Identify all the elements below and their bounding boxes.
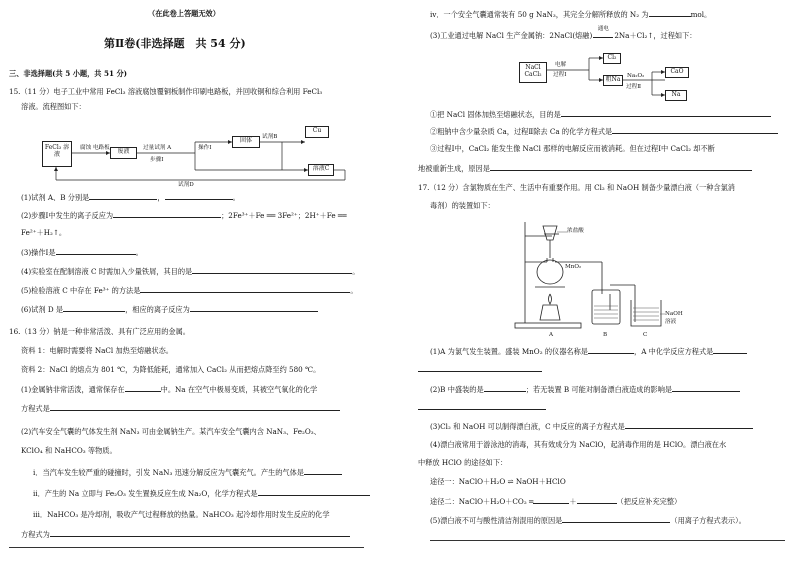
- apparatus-label-a: A: [549, 332, 554, 338]
- q16-s3: (3)工业通过电解 NaCl 生产金属钠：2NaCl(熔融) 通电 2Na＋Cl₂↑，过程如下：: [430, 26, 697, 40]
- q15-s2c: Fe²⁺＋H₂↑。: [21, 228, 67, 237]
- q17-s4a: (4)漂白液常用于游泳池的消毒，其有效成分为 NaClO，起消毒作用的是 HClO。漂白液在水: [430, 440, 727, 449]
- nacl-flow-process2: 过程Ⅱ: [626, 84, 641, 90]
- q16-s2a: (2)汽车安全气囊的气体发生剂 NaN₃ 可由金属钠生产。某汽车安全气囊内含 NaN₃、Fe₂O₃、: [21, 427, 321, 436]
- right-column: [397, 0, 794, 583]
- q16-line1: 16.（13 分）钠是一种非常活泼、具有广泛应用的金属。: [9, 327, 190, 336]
- header-notice: （在此卷上答题无效）: [148, 9, 220, 18]
- q16-iii-b: 方程式为: [21, 529, 350, 539]
- nacl-flow-na2o2: Na₂O₂: [627, 73, 645, 79]
- q15-s5: (5)检验溶液 C 中存在 Fe³⁺ 的方法是 。: [21, 286, 358, 295]
- q17-s5: (5)漂白液不可与酸性清洁剂混用的原因是 （用离子方程式表示）。: [430, 516, 746, 525]
- flow-waste: 废液: [110, 147, 137, 159]
- flow-arrow1-label: 腐蚀 电路板: [80, 145, 110, 151]
- section-part: 三、非选择题(共 5 小题，共 51 分): [9, 69, 128, 78]
- flow-op1: 操作Ⅰ: [198, 145, 212, 151]
- flow-cu: Cu: [305, 126, 329, 138]
- q17-path2: 途径二：NaClO＋H₂O＋CO₂ ═ ＋ （把反应补充完整）: [430, 497, 682, 506]
- q17-line2: 毒剂）的装置如下：: [430, 201, 495, 210]
- q16-i: ⅰ．当汽车发生较严重的碰撞时，引发 NaN₃ 迅速分解反应为气囊充气。产生的气体是: [33, 467, 342, 477]
- q17-s2-answer: [418, 402, 546, 412]
- flow-reagent-a: 过量试剂 A: [143, 145, 172, 151]
- q16-s1a: (1)金属钠非常活泼，通常保存在 中。Na 在空气中极易变质，其被空气氧化的化学: [21, 385, 318, 394]
- q16-material1: 资料 1：电解时需要将 NaCl 加热至熔融状态。: [21, 346, 173, 355]
- apparatus-label-naoh: NaOH: [665, 311, 683, 317]
- q15-line2: 溶液。流程图如下：: [21, 102, 86, 111]
- q16-c3b: 地被重新生成，原因是: [418, 163, 752, 173]
- nacl-flow-process1: 过程Ⅰ: [553, 72, 567, 78]
- apparatus-label-acid: 浓盐酸: [567, 228, 584, 234]
- apparatus-label-c: C: [643, 332, 648, 338]
- q16-iii-a: ⅲ．NaHCO₃ 是冷却剂，吸收产气过程释放的热量。NaHCO₃ 起冷却作用时发生反应的化学: [33, 510, 330, 519]
- flow-reagent-d: 试剂D: [178, 182, 194, 188]
- nacl-flow-electrolysis: 电解: [555, 62, 567, 68]
- q15-s1: (1)试剂 A、B 分别是 ， 。: [21, 193, 240, 202]
- q16-c1: ①把 NaCl 固体加热至熔融状态，目的是: [430, 109, 771, 119]
- flow-step1: 步骤Ⅰ: [150, 157, 164, 163]
- q17-path1: 途径一：NaClO＋H₂O ⇌ NaOH＋HClO: [430, 477, 566, 486]
- apparatus-label-solution: 溶液: [665, 319, 677, 325]
- q15-line1: 15.（11 分）电子工业中常用 FeCl₃ 溶液腐蚀覆铜板制作印刷电路板，并回收铜和综合利用 FeCl₃: [9, 87, 323, 96]
- q15-s3: (3)操作Ⅰ是 。: [21, 248, 143, 257]
- q16-s2b: KClO₄ 和 NaHCO₃ 等物质。: [21, 446, 117, 455]
- nacl-flow-na: Na: [665, 90, 687, 101]
- q15-s4: (4)实验室在配制溶液 C 时需加入少量铁屑，其目的是 。: [21, 267, 360, 276]
- flow-solid: 固体: [232, 136, 260, 148]
- nacl-flow-start: NaCl CaCl₂: [519, 62, 547, 83]
- flow-reagent-b: 试剂B: [262, 134, 278, 140]
- nacl-flow-crude-na: 粗Na: [603, 75, 623, 86]
- apparatus-label-b: B: [603, 332, 608, 338]
- q17-line1: 17.（12 分）含氯物质在生产、生活中有重要作用。用 Cl₂ 和 NaOH 制备少量漂白液（一种含氯消: [418, 183, 735, 192]
- nacl-flow-cao: CaO: [665, 67, 689, 78]
- apparatus-label-mno2: MnO₂: [565, 264, 582, 270]
- q16-material2: 资料 2：NaCl 的熔点为 801 ℃，为降低能耗，通常加入 CaCl₂ 从而把熔点降至约 580 ℃。: [21, 365, 321, 374]
- q17-s3: (3)Cl₂ 和 NaOH 可以制得漂白液，C 中反应的离子方程式是: [430, 421, 753, 431]
- flow-fecl3: FeCl₃ 溶液: [42, 141, 72, 167]
- nacl-flow-cl2: Cl₂: [603, 53, 621, 64]
- q15-s2: (2)步骤Ⅰ中发生的离子反应为 ；2Fe³⁺＋Fe ══ 3Fe²⁺；2H⁺＋Fe ══: [21, 211, 347, 220]
- section-title: 第Ⅱ卷(非选择题 共 54 分): [104, 37, 246, 50]
- q16-ii: ⅱ．产生的 Na 立即与 Fe₂O₃ 发生置换反应生成 Na₂O，化学方程式是: [33, 488, 370, 498]
- q17-s1-answer: [418, 364, 542, 374]
- right-bottom-rule: [430, 540, 785, 541]
- q16-c3a: ③过程Ⅰ中，CaCl₂ 能发生像 NaCl 那样的电解反应而被消耗。但在过程Ⅰ中 CaCl₂ 却不断: [430, 144, 715, 153]
- q16-c2: ②粗钠中含少量杂质 Ca，过程Ⅱ除去 Ca 的化学方程式是: [430, 126, 778, 136]
- q16-iv: ⅳ．一个安全气囊通常装有 50 g NaN₃，其完全分解所释放的 N₂ 为 mol。: [430, 10, 712, 19]
- flow-solution-c: 溶液C: [308, 164, 334, 176]
- q16-s1c: 方程式是: [21, 403, 340, 413]
- q17-s1a: (1)A 为氯气发生装置。盛装 MnO₂ 的仪器名称是 ，A 中化学反应方程式是: [430, 346, 747, 356]
- q17-s2a: (2)B 中盛装的是 ；若无装置 B 可能对制备漂白液造成的影响是: [430, 384, 740, 394]
- left-bottom-rule: [9, 547, 364, 548]
- q17-s4b: 中释放 HClO 的途径如下：: [418, 458, 508, 467]
- q15-s6: (6)试剂 D 是 ，相应的离子反应为: [21, 304, 318, 314]
- q16-s3-condition: 通电: [597, 26, 609, 32]
